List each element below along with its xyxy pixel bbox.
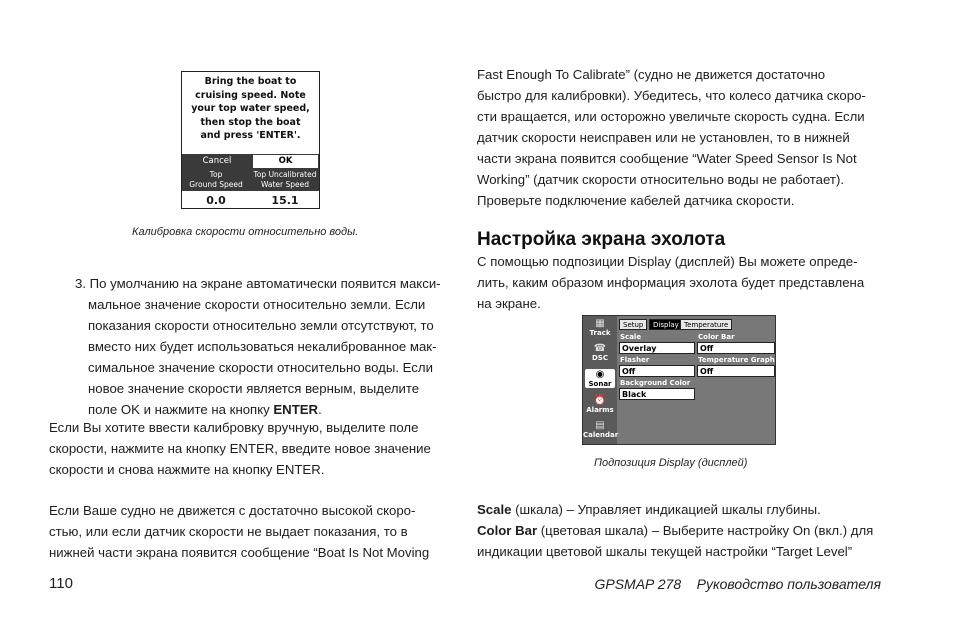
text-line: С помощью подпозиции Display (дисплей) Вы можете опреде- [477, 254, 858, 269]
sidebar-item-dsc [583, 343, 617, 362]
text-line: скорости и снова нажмите на кнопку ENTER. [49, 462, 325, 477]
section-intro [477, 251, 897, 314]
water-speed-header [251, 170, 319, 190]
footer-title [594, 576, 881, 592]
not-moving-paragraph [49, 500, 469, 563]
calibration-button-row [182, 154, 319, 169]
calibration-message [182, 75, 319, 143]
color-bar-description [477, 520, 897, 541]
water-speed-value: 15.1 [271, 194, 299, 207]
text-line: показания скорости относительно земли отсутствуют, то [88, 318, 434, 333]
text-line: нижней части экрана появится сообщение “Boat Is Not Moving [49, 545, 430, 560]
tab-temperature: Temperature [680, 319, 732, 330]
sidebar-item-label: Calendar [583, 431, 619, 439]
text-line: датчик скорости неисправен или не установлен, то в нижней [477, 130, 850, 145]
option-descriptions [477, 499, 897, 562]
text-line: части экрана появится сообщение “Water Speed Sensor Is Not [477, 151, 857, 166]
section-heading: Настройка экрана эхолота [477, 229, 726, 250]
sonar-sidebar [583, 316, 617, 444]
speed-value-row [182, 193, 319, 208]
scale-term: Scale [477, 502, 512, 517]
text-line: симальное значение скорости относительно воды. Если [88, 360, 433, 375]
display-caption: Подпозиция Display (дисплей) [594, 457, 748, 469]
text-line: Working” (датчик скорости относительно воды не работает). [477, 172, 845, 187]
text-span: (цветовая шкала) – Выберите настройку On (вкл.) для [537, 523, 874, 538]
header-line: Ground Speed [189, 180, 243, 189]
message-line: and press 'ENTER'. [200, 130, 301, 141]
text-line: Если Ваше судно не движется с достаточно высокой скоро- [49, 503, 416, 518]
tab-display: Display [649, 319, 683, 330]
manual-calibration-paragraph [49, 417, 469, 480]
step-3-paragraph [75, 273, 465, 420]
text-line: Fast Enough To Calibrate” (судно не движется достаточно [477, 67, 826, 82]
flasher-label: Flasher [620, 356, 650, 364]
sidebar-item-calendar [583, 420, 617, 439]
text-line: на экране. [477, 296, 541, 311]
enter-key-label: ENTER [273, 402, 319, 417]
text-line: индикации цветовой шкалы текущей настройки “Target Level” [477, 544, 853, 559]
sidebar-item-label: Sonar [588, 380, 612, 388]
flasher-field: Off [619, 365, 695, 377]
color-bar-field: Off [697, 342, 775, 354]
scale-field: Overlay [619, 342, 695, 354]
page-number: 110 [49, 575, 73, 592]
tab-setup: Setup [619, 319, 647, 330]
text-line: лить, каким образом информация эхолота будет представлена [477, 275, 865, 290]
calendar-icon: ▤ [595, 420, 605, 431]
sidebar-item-track [583, 318, 617, 337]
calibration-screen [181, 71, 320, 209]
scale-label: Scale [620, 333, 642, 341]
text-line: 3. По умолчанию на экране автоматически появится макси- [75, 276, 441, 291]
text-line: скорости, нажмите на кнопку ENTER, введите новое значение [49, 441, 431, 456]
sensor-check-paragraph [477, 64, 897, 211]
sidebar-item-label: Track [589, 329, 611, 337]
temperature-graph-field: Off [697, 365, 775, 377]
header-line: Top [209, 170, 223, 179]
track-icon: ▦ [595, 318, 605, 329]
color-bar-term: Color Bar [477, 523, 538, 538]
header-line: Top Uncalibrated [253, 170, 317, 179]
text-line: Если Вы хотите ввести калибровку вручную, выделите поле [49, 420, 419, 435]
alarms-icon: ⏰ [593, 395, 607, 406]
color-bar-label: Color Bar [698, 333, 735, 341]
temperature-graph-label: Temperature Graph [698, 356, 775, 364]
text-line: новое значение скорости является верным, выделите [88, 381, 420, 396]
sidebar-item-alarms [583, 395, 617, 414]
ground-speed-value: 0.0 [206, 194, 226, 207]
header-line: Water Speed [260, 180, 310, 189]
sonar-display-screen [582, 315, 776, 445]
sidebar-item-sonar [585, 369, 615, 388]
background-color-label: Background Color [620, 379, 691, 387]
background-color-field: Black [619, 388, 695, 400]
sidebar-item-label: DSC [592, 354, 608, 362]
message-line: Bring the boat to [204, 76, 297, 87]
calibration-caption: Калибровка скорости относительно воды. [132, 226, 359, 238]
text-span: (шкала) – Управляет индикацией шкалы глубины. [511, 502, 821, 517]
text-span: поле OK и нажмите на кнопку [88, 402, 274, 417]
message-line: cruising speed. Note [195, 89, 306, 101]
ground-speed-header [184, 170, 248, 190]
message-line: your top water speed, [191, 103, 310, 114]
speed-header-row [182, 169, 319, 191]
sonar-icon: ◉ [595, 369, 605, 380]
text-line: быстро для калибровки). Убедитесь, что колесо датчика скоро- [477, 88, 866, 103]
text-line: стью, или если датчик скорости не выдает показания, то в [49, 524, 408, 539]
text-line: Проверьте подключение кабелей датчика скорости. [477, 193, 795, 208]
text-line: мальное значение скорости относительно земли. Если [88, 297, 426, 312]
scale-description [477, 499, 897, 520]
text-span: . [318, 402, 322, 417]
text-line: вместо них будет использоваться некалиброванное мак- [88, 339, 437, 354]
message-line: then stop the boat [200, 116, 301, 128]
cancel-button: Cancel [202, 156, 232, 166]
ok-button: OK [253, 155, 318, 168]
text-line: сти вращается, или осторожно увеличьте скорость судна. Если [477, 109, 865, 124]
product-name: GPSMAP 278 [594, 576, 682, 592]
sidebar-item-label: Alarms [586, 406, 614, 414]
dsc-icon: ☎ [593, 343, 607, 354]
manual-name: Руководство пользователя [696, 576, 881, 592]
